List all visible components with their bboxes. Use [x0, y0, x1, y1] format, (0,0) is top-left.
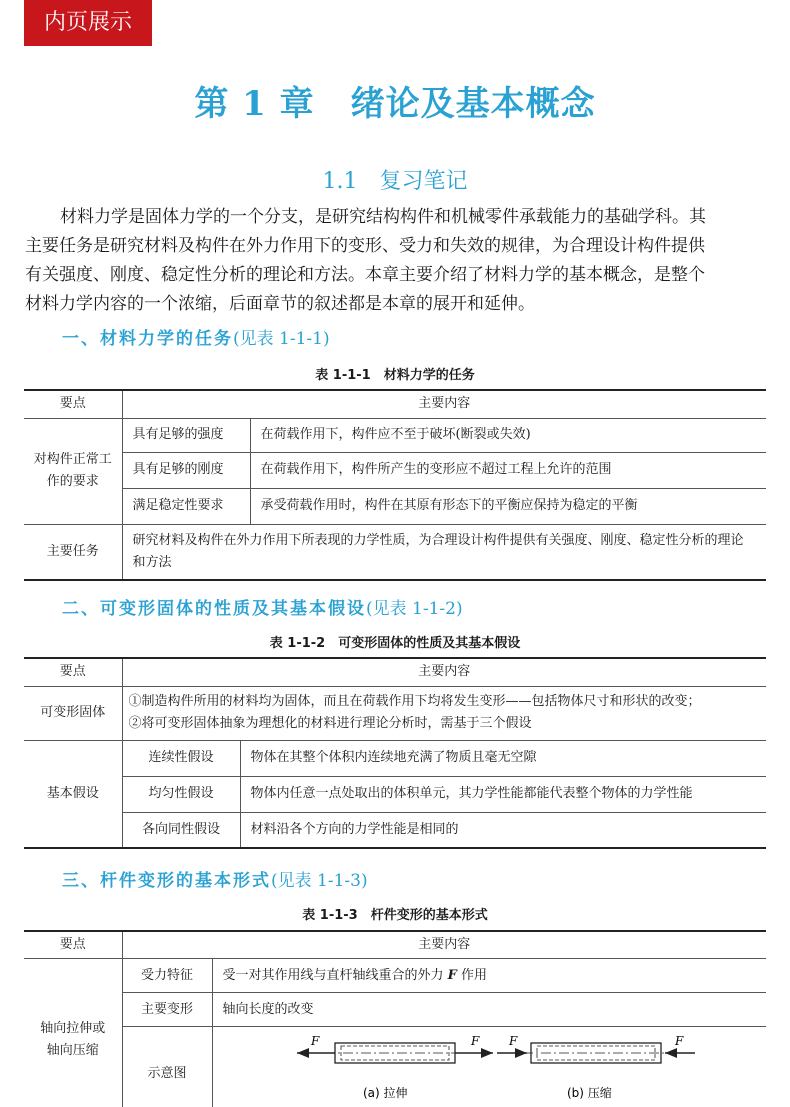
table-group-label: 对构件正常工作的要求: [24, 418, 122, 524]
table-header: 主要内容: [122, 931, 766, 959]
table-group-label: 基本假设: [24, 740, 122, 848]
page-badge: 内页展示: [24, 0, 152, 46]
table-header: 主要内容: [122, 390, 766, 418]
heading-1-ref: (见表 1-1-1): [233, 329, 330, 349]
table-cell: 示意图: [122, 1027, 212, 1107]
table-cell: 各向同性假设: [122, 812, 240, 848]
table-cell: 受力特征: [122, 959, 212, 993]
section-number: 1.1: [322, 169, 358, 194]
solid-line-1: ①制造构件所用的材料均为固体，而且在荷载作用下均将发生变形——包括物体尺寸和形状的改变；: [128, 694, 701, 709]
table-cell: [122, 686, 766, 740]
force-label: F: [508, 1034, 517, 1048]
intro-paragraph: [25, 203, 770, 319]
table-cell: 轴向长度的改变: [212, 993, 766, 1027]
table-2-caption: 表 1-1-2 可变形固体的性质及其基本假设: [269, 636, 521, 651]
table-cell: 均匀性假设: [122, 776, 240, 812]
table-1: [24, 389, 766, 581]
chapter-number: 第 1 章: [194, 84, 315, 124]
heading-1: [62, 324, 330, 349]
solid-line-2: ②将可变形固体抽象为理想化的材料进行理论分析时，需基于三个假设: [128, 716, 532, 731]
heading-2: [62, 594, 463, 619]
table-cell: 满足稳定性要求: [122, 488, 250, 524]
table-cell: 具有足够的强度: [122, 418, 250, 452]
deformation-diagram: [212, 1027, 766, 1107]
compression-caption: (b) 压缩: [566, 1086, 612, 1100]
intro-line: 材料力学是固体力学的一个分支，是研究结构构件和机械零件承载能力的基础学科。其: [60, 207, 706, 227]
force-desc-pre: 受一对其作用线与直杆轴线重合的外力: [222, 967, 444, 983]
chapter-name: 绪论及基本概念: [350, 84, 596, 124]
table-cell: 具有足够的刚度: [122, 452, 250, 488]
heading-1-title: 一、材料力学的任务: [62, 329, 233, 349]
table-cell: 在荷载作用下，构件所产生的变形应不超过工程上允许的范围: [250, 452, 766, 488]
tension-caption: (a) 拉伸: [362, 1086, 408, 1100]
table-header: 要点: [24, 931, 122, 959]
force-label: F: [674, 1034, 683, 1048]
table-header: 主要内容: [122, 658, 766, 686]
table-row-label: 主要任务: [24, 524, 122, 580]
table-cell: 研究材料及构件在外力作用下所表现的力学性质，为合理设计构件提供有关强度、刚度、稳定性分析的理论和方法: [122, 524, 766, 580]
force-label: F: [310, 1034, 319, 1048]
table-cell: 连续性假设: [122, 740, 240, 776]
section-title: [0, 164, 790, 195]
heading-3-title: 三、杆件变形的基本形式: [62, 871, 271, 891]
table-cell: 承受荷载作用时，构件在其原有形态下的平衡应保持为稳定的平衡: [250, 488, 766, 524]
table-cell: 物体在其整个体积内连续地充满了物质且毫无空隙: [240, 740, 766, 776]
table-cell: 材料沿各个方向的力学性能是相同的: [240, 812, 766, 848]
table-2: [24, 657, 766, 849]
heading-2-title: 二、可变形固体的性质及其基本假设: [62, 599, 366, 619]
force-desc-post: 作用: [461, 967, 488, 983]
heading-2-ref: (见表 1-1-2): [366, 599, 463, 619]
axial-diagram-svg: [213, 1027, 763, 1107]
table-cell: 物体内任意一点处取出的体积单元，其力学性能都能代表整个物体的力学性能: [240, 776, 766, 812]
table-header: 要点: [24, 390, 122, 418]
force-label: F: [470, 1034, 479, 1048]
force-symbol: F: [447, 967, 457, 983]
table-cell: 在荷载作用下，构件应不至于破坏(断裂或失效): [250, 418, 766, 452]
table-cell: [212, 959, 766, 993]
table-header: 要点: [24, 658, 122, 686]
section-name: 复习笔记: [379, 169, 468, 194]
table-3: [24, 930, 766, 1107]
compression-diagram: [497, 1034, 695, 1100]
table-cell: 主要变形: [122, 993, 212, 1027]
table-3-caption: 表 1-1-3 杆件变形的基本形式: [302, 908, 488, 923]
chapter-title: [0, 76, 790, 125]
intro-line: 材料力学内容的一个浓缩，后面章节的叙述都是本章的展开和延伸。: [25, 294, 535, 314]
intro-line: 主要任务是研究材料及构件在外力作用下的变形、受力和失效的规律，为合理设计构件提供: [25, 236, 705, 256]
table-group-label: 轴向拉伸或轴向压缩: [24, 959, 122, 1107]
heading-3: [62, 866, 368, 891]
heading-3-ref: (见表 1-1-3): [271, 871, 368, 891]
intro-line: 有关强度、刚度、稳定性分析的理论和方法。本章主要介绍了材料力学的基本概念，是整个: [25, 265, 705, 285]
table-1-caption: 表 1-1-1 材料力学的任务: [315, 368, 475, 383]
table-row-label: 可变形固体: [24, 686, 122, 740]
tension-diagram: [297, 1034, 493, 1100]
